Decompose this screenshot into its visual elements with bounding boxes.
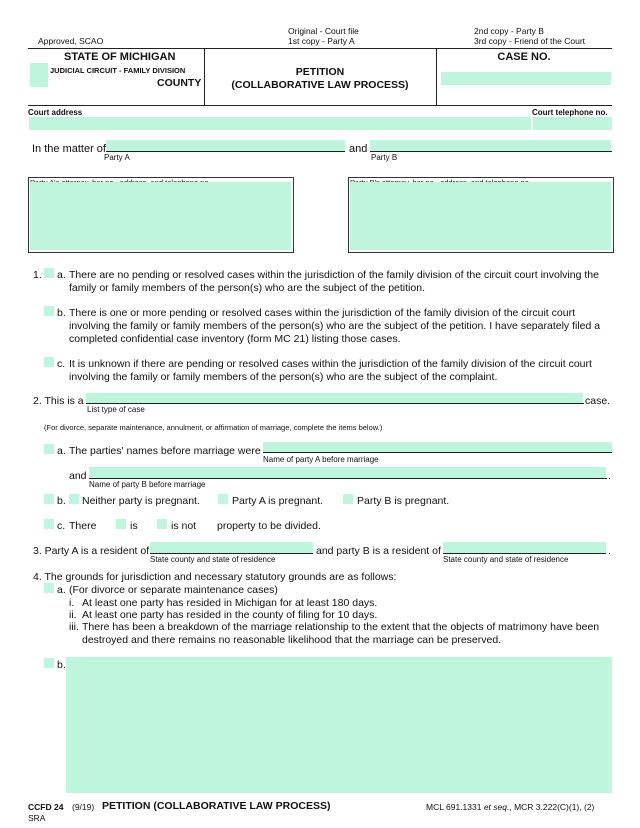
caption-top-rule xyxy=(28,48,612,49)
item1b-checkbox[interactable] xyxy=(44,306,54,316)
copy-third: 3rd copy - Friend of the Court xyxy=(474,36,586,46)
property-is-not-checkbox[interactable] xyxy=(157,519,167,529)
party-b-pregnant-label: Party B is pregnant. xyxy=(357,495,450,507)
state-heading: STATE OF MICHIGAN xyxy=(64,51,176,63)
item4a-iii-text: There has been a breakdown of the marriage relationship to the extent that the objects of matrimony have been destroyed and there remains no reasonable likelihood that the marriage can be preserved. xyxy=(82,621,600,646)
item4-lead: 4. The grounds for jurisdiction and necessary statutory grounds are as follows: xyxy=(33,571,397,583)
item4a-text: (For divorce or separate maintenance cases) xyxy=(69,584,278,596)
case-no-label: CASE NO. xyxy=(497,51,551,63)
item2a-text: The parties' names before marriage were xyxy=(69,445,261,457)
item2a-checkbox[interactable] xyxy=(44,444,54,454)
item1c-letter: c. xyxy=(57,358,66,370)
item4b-text-area[interactable] xyxy=(66,657,612,793)
item1a-checkbox[interactable] xyxy=(44,268,54,278)
item2a-letter: a. xyxy=(57,445,66,457)
footer-title: PETITION (COLLABORATIVE LAW PROCESS) xyxy=(102,800,331,812)
residence-a-rule xyxy=(150,553,313,554)
item4b-checkbox[interactable] xyxy=(44,658,54,668)
party-b-pregnant-checkbox[interactable] xyxy=(343,494,353,504)
item1c-checkbox[interactable] xyxy=(44,357,54,367)
party-b-field[interactable] xyxy=(370,140,611,151)
item1a-letter: a. xyxy=(57,269,66,281)
item4a-letter: a. xyxy=(57,584,66,596)
attorney-b-field[interactable] xyxy=(350,182,611,250)
property-is-label: is xyxy=(130,520,138,532)
copy-second: 2nd copy - Party B xyxy=(474,26,544,36)
item3-mid: and party B is a resident of xyxy=(316,545,441,557)
item1c-text: It is unknown if there are pending or resolved cases within the jurisdiction of the family division of the circuit court involving the family or family members of the person(s) who are the subject of the complaint. xyxy=(69,358,592,383)
name-a-caption: Name of party A before marriage xyxy=(263,455,379,464)
form-title-line1: PETITION xyxy=(295,66,345,78)
court-address-field[interactable] xyxy=(29,117,531,130)
case-no-field[interactable] xyxy=(441,72,611,85)
party-a-caption: Party A xyxy=(104,153,130,162)
form-date: (9/19) xyxy=(72,802,95,812)
item4a-i-num: i. xyxy=(69,597,75,609)
approved-label: Approved, SCAO xyxy=(38,36,104,46)
name-a-rule xyxy=(263,452,612,453)
item3-period: . xyxy=(608,545,611,557)
item2-lead: 2. This is a xyxy=(33,395,84,407)
item4a-ii-num: ii. xyxy=(69,609,77,621)
citation-rule: , MCR 3.222(C)(1), (2) xyxy=(509,802,595,812)
party-b-caption: Party B xyxy=(371,153,398,162)
party-a-pregnant-checkbox[interactable] xyxy=(218,494,228,504)
party-a-pregnant-label: Party A is pregnant. xyxy=(232,495,324,507)
county-label: COUNTY xyxy=(157,77,202,89)
item2c-letter: c. xyxy=(57,520,66,532)
case-type-field[interactable] xyxy=(86,393,583,403)
citation-statute: MCL 691.1331 xyxy=(426,802,482,812)
citation-et-seq: et seq. xyxy=(483,802,510,812)
property-label: property to be divided. xyxy=(217,520,321,532)
party-b-rule xyxy=(370,151,612,152)
item4a-iii-num: iii. xyxy=(69,621,79,633)
name-b-rule xyxy=(89,478,607,479)
item2b-letter: b. xyxy=(57,495,66,507)
neither-pregnant-checkbox[interactable] xyxy=(69,494,79,504)
item2c-there: There xyxy=(69,520,97,532)
item2-note: (For divorce, separate maintenance, annulment, or affirmation of marriage, complete the items below.) xyxy=(44,423,383,432)
party-a-rule xyxy=(106,151,345,152)
form-id: CCFD 24 xyxy=(28,802,64,812)
name-b-period: . xyxy=(608,470,611,482)
property-is-not-label: is not xyxy=(171,520,197,532)
in-matter-label: In the matter of xyxy=(32,143,106,155)
item4a-i-text: At least one party has resided in Michigan for at least 180 days. xyxy=(82,597,378,609)
copy-first: 1st copy - Party A xyxy=(288,36,355,46)
residence-a-caption: State county and state of residence xyxy=(150,555,276,564)
name-b-field[interactable] xyxy=(89,467,606,478)
residence-b-field[interactable] xyxy=(443,542,606,553)
case-type-caption: List type of case xyxy=(87,405,145,414)
residence-b-caption: State county and state of residence xyxy=(443,555,569,564)
form-title-line2: (COLLABORATIVE LAW PROCESS) xyxy=(231,79,409,91)
footer-citation xyxy=(426,801,594,814)
property-is-checkbox[interactable] xyxy=(116,519,126,529)
item2b-checkbox[interactable] xyxy=(44,494,54,504)
item4a-checkbox[interactable] xyxy=(44,583,54,593)
case-type-rule xyxy=(86,403,584,404)
circuit-number-field[interactable] xyxy=(30,63,48,87)
caption-bottom-rule xyxy=(28,105,612,106)
name-b-caption: Name of party B before marriage xyxy=(89,480,206,489)
item3-lead: 3. Party A is a resident of xyxy=(33,545,150,557)
item1-number: 1. xyxy=(33,269,42,281)
item4a-ii-text: At least one party has resided in the county of filing for 10 days. xyxy=(82,609,378,621)
item4b-letter: b. xyxy=(57,659,66,671)
residence-b-rule xyxy=(443,553,606,554)
party-a-field[interactable] xyxy=(106,140,345,151)
and-label: and xyxy=(349,143,368,155)
item2c-checkbox[interactable] xyxy=(44,519,54,529)
item2a-and: and xyxy=(69,470,87,482)
item2-case-word: case. xyxy=(585,395,611,407)
neither-pregnant-label: Neither party is pregnant. xyxy=(82,495,200,507)
item1b-letter: b. xyxy=(57,307,66,319)
attorney-a-field[interactable] xyxy=(30,182,291,250)
court-phone-field[interactable] xyxy=(533,117,612,130)
court-phone-label: Court telephone no. xyxy=(532,108,608,117)
residence-a-field[interactable] xyxy=(150,542,313,553)
item1a-text: There are no pending or resolved cases within the jurisdiction of the family division of the circuit court involving the family or family members of the person(s) who are the subject of the petition. xyxy=(69,269,599,294)
name-a-field[interactable] xyxy=(263,442,612,452)
court-address-label: Court address xyxy=(28,108,83,117)
sra-label: SRA xyxy=(28,813,46,823)
circuit-label: JUDICIAL CIRCUIT - FAMILY DIVISION xyxy=(50,66,186,75)
copy-original: Original - Court file xyxy=(288,26,359,36)
item1b-text: There is one or more pending or resolved cases within the jurisdiction of the family division of the circuit court involving the family or family members of the person(s) who are the subject of the petition. I have separately filed a completed confidential case inventory (form MC 21) listing those cases. xyxy=(69,307,601,345)
